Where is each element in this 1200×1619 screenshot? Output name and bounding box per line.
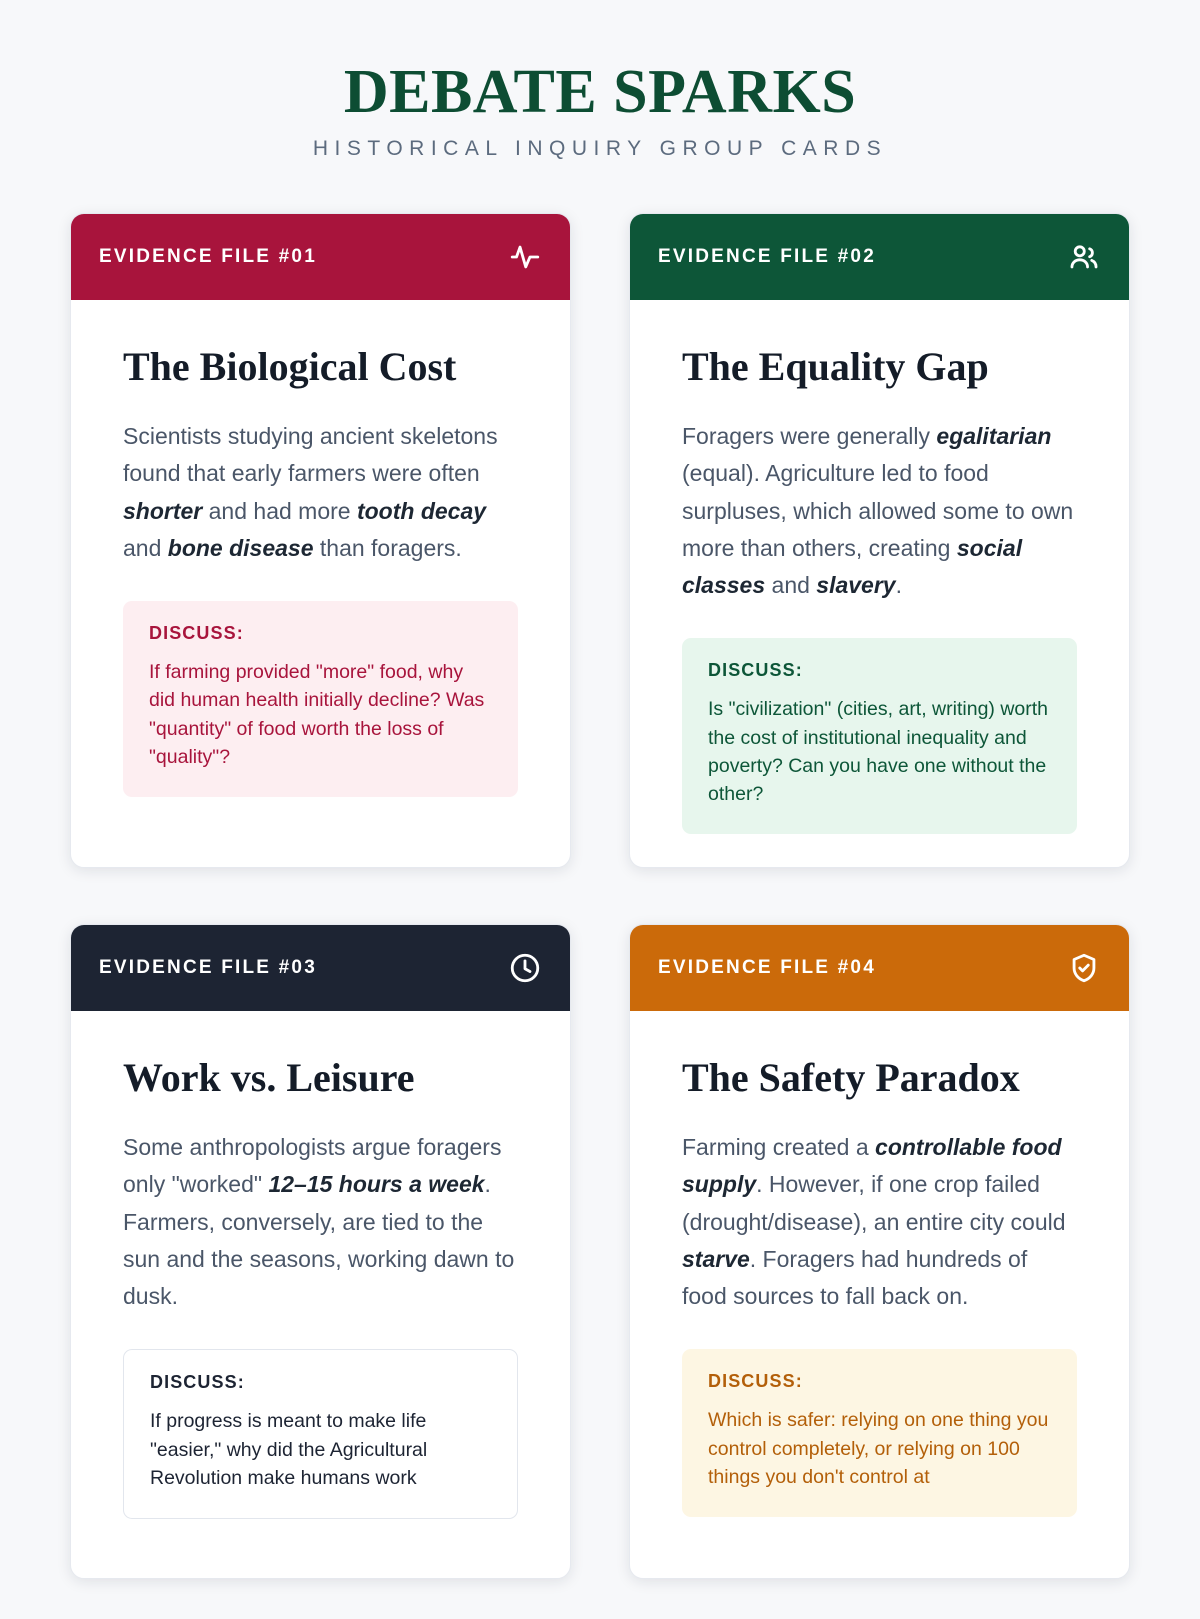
shield-check-icon — [1067, 951, 1101, 985]
clock-icon — [508, 951, 542, 985]
evidence-card[interactable] — [629, 213, 1130, 868]
discuss-label: DISCUSS: — [149, 623, 244, 644]
discuss-label: DISCUSS: — [708, 1371, 803, 1392]
pulse-icon — [508, 240, 542, 274]
discuss-box — [123, 601, 518, 797]
card-title: Work vs. Leisure — [123, 1055, 415, 1101]
card-file-label: EVIDENCE FILE #03 — [99, 957, 317, 979]
card-title: The Biological Cost — [123, 344, 457, 390]
card-body — [71, 300, 570, 867]
card-text: Foragers were generally egalitarian (equal). Agriculture led to food surpluses, which allowed some to own more than others, creating social classes and slavery. — [682, 423, 1074, 599]
card-title: The Equality Gap — [682, 344, 989, 390]
card-text: Farming created a controllable food supply. However, if one crop failed (drought/disease), an entire city could starve. Foragers had hundreds of food sources to fall back on. — [682, 1134, 1066, 1310]
card-file-label: EVIDENCE FILE #04 — [658, 957, 876, 979]
discuss-text: If farming provided "more" food, why did human health initially decline? Was "quantity" of food worth the loss of "quality"? — [149, 661, 485, 768]
card-header — [630, 925, 1129, 1011]
evidence-card[interactable] — [70, 213, 571, 868]
page-subtitle: HISTORICAL INQUIRY GROUP CARDS — [312, 137, 888, 161]
page-title: DEBATE SPARKS — [343, 58, 857, 126]
discuss-label: DISCUSS: — [708, 660, 803, 681]
card-body — [71, 1011, 570, 1578]
page-header — [70, 60, 1130, 161]
evidence-card[interactable] — [70, 924, 571, 1579]
card-header — [71, 925, 570, 1011]
discuss-label: DISCUSS: — [150, 1372, 245, 1393]
card-file-label: EVIDENCE FILE #01 — [99, 246, 317, 268]
people-icon — [1067, 240, 1101, 274]
card-file-label: EVIDENCE FILE #02 — [658, 246, 876, 268]
card-text: Scientists studying ancient skeletons found that early farmers were often shorter and had more tooth decay and bone disease than foragers. — [123, 423, 498, 561]
card-body — [630, 300, 1129, 867]
discuss-text: Which is safer: relying on one thing you control completely, or relying on 100 things you don't control at — [708, 1409, 1049, 1488]
discuss-box — [682, 1349, 1077, 1517]
discuss-text: If progress is meant to make life "easier," why did the Agricultural Revolution make humans work — [150, 1410, 428, 1489]
card-body — [630, 1011, 1129, 1578]
discuss-box — [123, 1349, 518, 1519]
evidence-card[interactable] — [629, 924, 1130, 1579]
discuss-text: Is "civilization" (cities, art, writing) worth the cost of institutional inequality and poverty? Can you have one without the other? — [708, 698, 1049, 806]
discuss-box — [682, 638, 1077, 834]
cards-grid — [70, 213, 1130, 1579]
card-header — [630, 214, 1129, 300]
card-title: The Safety Paradox — [682, 1055, 1020, 1101]
card-text: Some anthropologists argue foragers only "worked" 12–15 hours a week. Farmers, conversely, are tied to the sun and the seasons, working dawn to dusk. — [123, 1134, 515, 1310]
card-header — [71, 214, 570, 300]
